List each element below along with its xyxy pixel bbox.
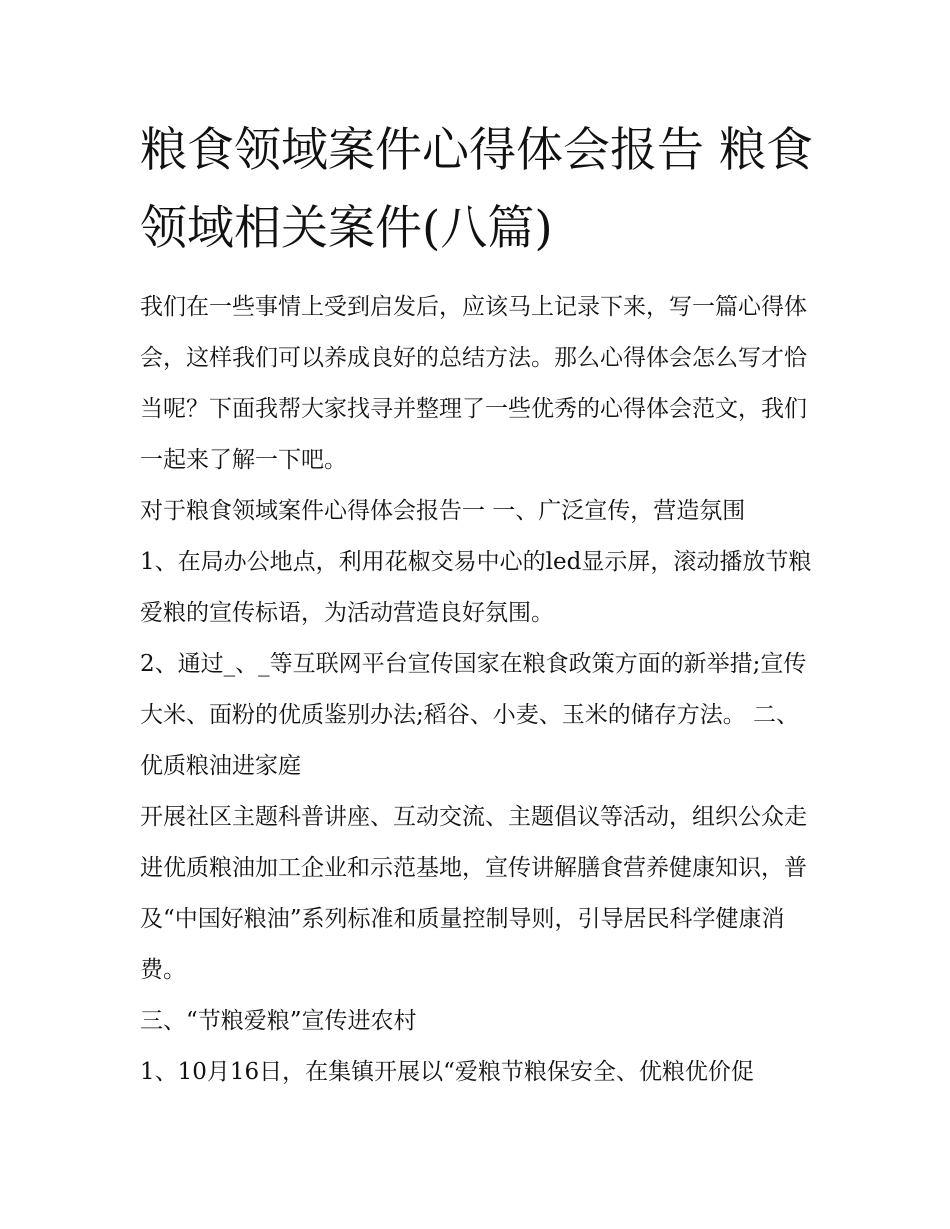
paragraph-item-1: 1、在局办公地点，利用花椒交易中心的led显示屏，滚动播放节粮爱粮的宣传标语，为活动营造良好氛围。 xyxy=(140,549,812,626)
document-title: 粮食领域案件心得体会报告 粮食领域相关案件(八篇) xyxy=(140,123,813,256)
paragraph-section-3-heading: 三、“节粮爱粮”宣传进农村 xyxy=(140,1008,417,1034)
document-page xyxy=(140,112,820,1098)
paragraph-intro: 我们在一些事情上受到启发后，应该马上记录下来，写一篇心得体会，这样我们可以养成良好的总结方法。那么心得体会怎么写才恰当呢？下面我帮大家找寻并整理了一些优秀的心得体会范文，我们一起来了解一下吧。 xyxy=(140,294,807,473)
paragraph-item-2: 2、通过_、_等互联网平台宣传国家在粮食政策方面的新举措;宣传大米、面粉的优质鉴别办法;稻谷、小麦、玉米的储存方法。 二、优质粮油进家庭 xyxy=(140,651,807,779)
paragraph-section-1-heading: 对于粮食领域案件心得体会报告一 一、广泛宣传，营造氛围 xyxy=(140,498,746,524)
paragraph-community: 开展社区主题科普讲座、互动交流、主题倡议等活动，组织公众走进优质粮油加工企业和示范基地，宣传讲解膳食营养健康知识，普及“中国好粮油”系列标准和质量控制导则，引导居民科学健康消费。 xyxy=(140,804,807,983)
paragraph-item-3-1: 1、10月16日，在集镇开展以“爱粮节粮保安全、优粮优价促 xyxy=(140,1059,754,1085)
